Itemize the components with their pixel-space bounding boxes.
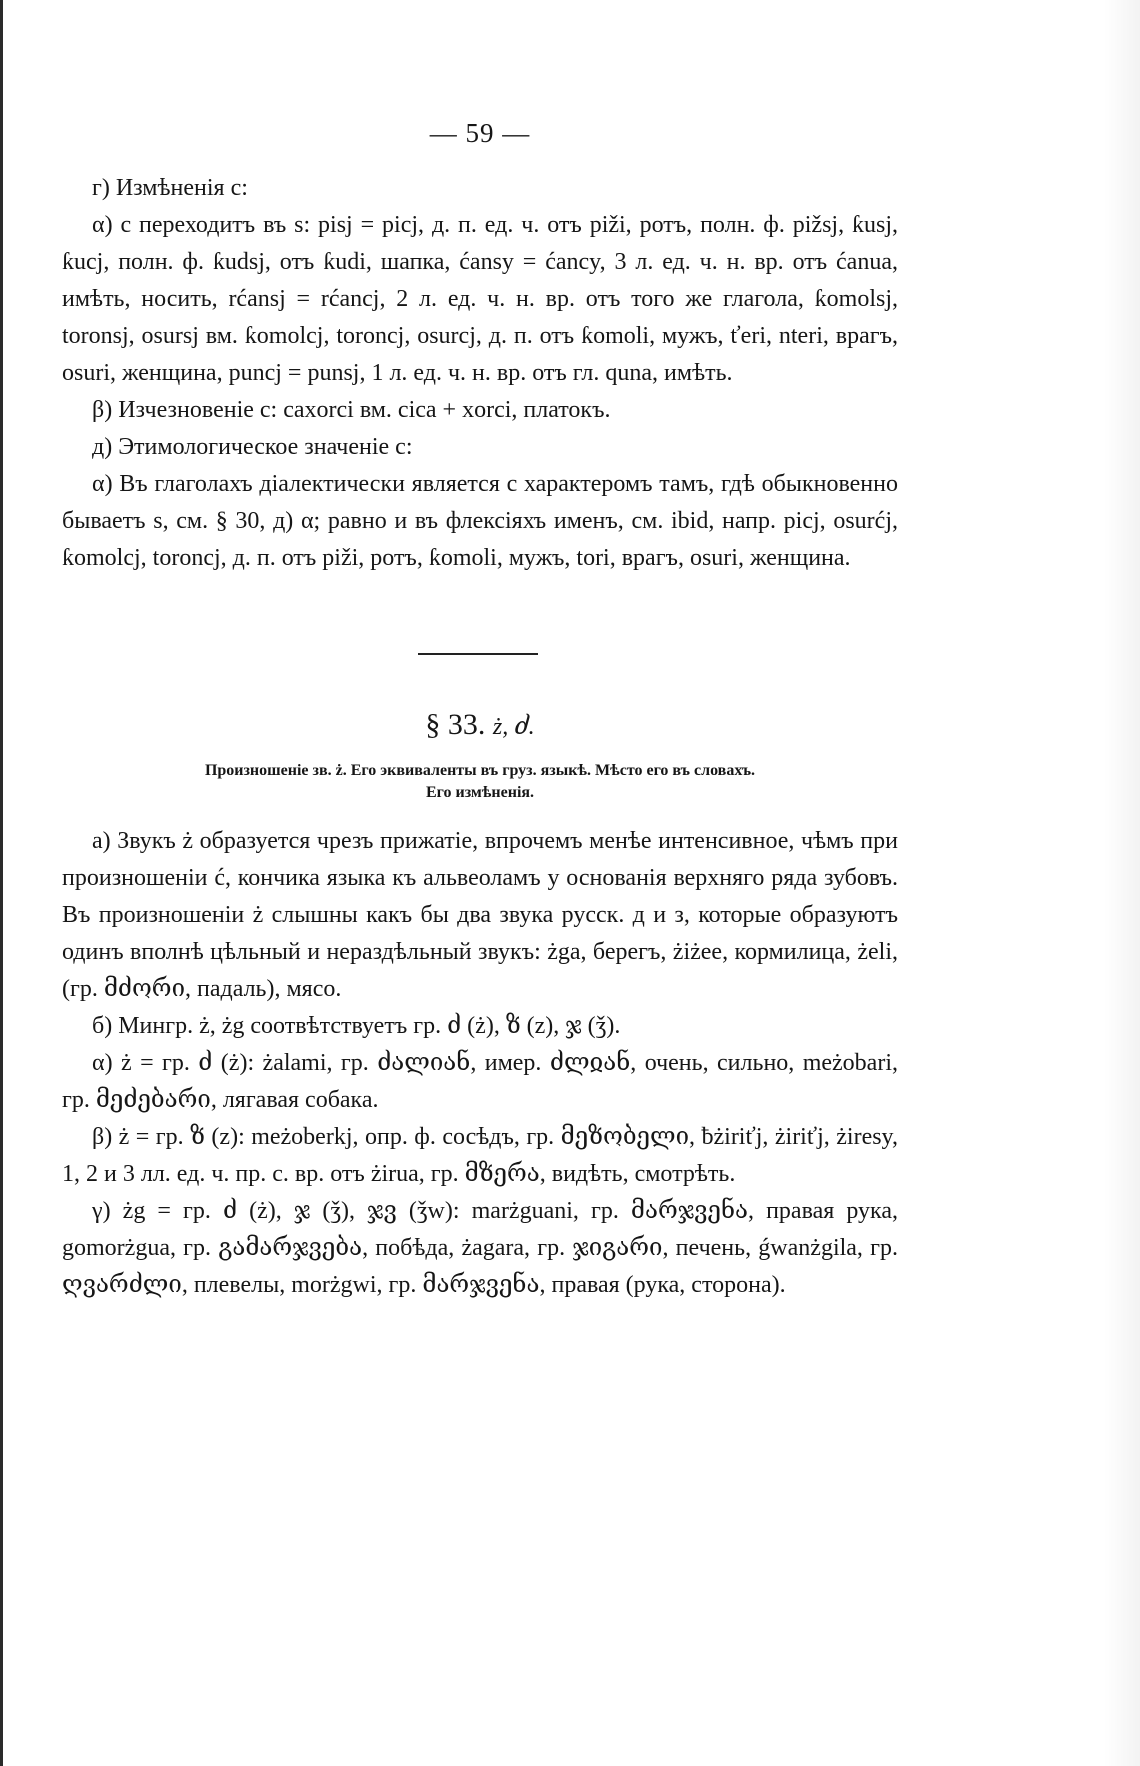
- book-page: [62, 0, 898, 1766]
- paragraph-gamma-zg: γ) żg = гр. ძ (ż), ჯ (ǯ), ჯვ (ǯw): marżguani, гр. მარჯვენა, правая рука, gomorżgua, гр. გამარჯვება, побѣда, żagara, гр. ჯიგარი, печень, ǵwanżgila, гр. ღვარძლი, плевелы, morżgwi, гр. მარჯვენა, правая (рука, сторона).: [62, 1198, 898, 1298]
- paragraph-alpha-transition: α) c переходитъ въ s: pisj = picj, д. п. ед. ч. отъ piži, ротъ, полн. ф. pižsj, ƙusj, ƙucj, полн. ф. ƙudsj, отъ ƙudi, шапка, ćansy = ćancy, 3 л. ед. ч. н. вр. отъ ćanua, имѣть, носить, rćansj = rćancj, 2 л. ед. ч. н. вр. отъ того же глагола, ƙomolsj, toronsj, osursj вм. ƙomolcj, toroncj, osurcj, д. п. отъ ƙomoli, мужъ, ťeri, nteri, врагъ, osuri, женщина, puncj = punsj, 1 л. ед. ч. н. вр. отъ гл. qunа, имѣть.: [62, 212, 898, 386]
- paragraph-alpha-verbs: α) Въ глаголахъ діалектически является c характеромъ тамъ, гдѣ обыкновенно бываетъ s, см. § 30, д) α; равно и въ флексіяхъ именъ, см. ibid, напр. picj, osurćj, ƙomolcj, toroncj, д. п. отъ piži, ротъ, ƙomoli, мужъ, tori, врагъ, osuri, женщина.: [62, 471, 898, 571]
- section-number: § 33.: [425, 708, 486, 741]
- paragraph-a-sound: а) Звукъ ż образуется чрезъ прижатіе, впрочемъ менѣе интенсивное, чѣмъ при произношеніи ć, кончика языка къ альвеоламъ у основанія верхняго ряда зубовъ. Въ произношеніи ż слышны какъ бы два звука русск. д и з, которые образуютъ одинъ вполнѣ цѣльный и нераздѣльный звукъ: żga, берегъ, żiżee, кормилица, żeli, (гр. მძორი, падаль), мясо.: [62, 828, 898, 1002]
- page-number: — 59 —: [429, 118, 531, 148]
- paragraph-b-mingrelian: б) Мингр. ż, żg соотвѣтствуетъ гр. ძ (ż), ზ (z), ჯ (ǯ).: [92, 1013, 621, 1039]
- section-heading: [62, 708, 898, 742]
- paragraph-block-1: [62, 170, 898, 577]
- section-summary-line-2: Его измѣненія.: [425, 784, 535, 801]
- section-summary: [62, 760, 898, 804]
- section-divider: [418, 653, 538, 655]
- paragraph-beta-disappearance: β) Изчезновеніе c: caxorci вм. cica + xorci, платокъ.: [92, 397, 611, 423]
- heading-g-changes: г) Измѣненія c:: [92, 175, 248, 201]
- paragraph-alpha-dz: α) ż = гр. ძ (ż): żalami, гр. ძალიან, имер. ძლჲან, очень, сильно, meżobari, гр. მეძებარი, лягавая собака.: [62, 1050, 898, 1113]
- heading-d-etymology: д) Этимологическое значеніе c:: [92, 434, 413, 460]
- scan-right-shadow: [1104, 0, 1140, 1766]
- section-summary-line-1: Произношеніе зв. ż. Его эквиваленты въ груз. языкѣ. Мѣсто его въ словахъ.: [204, 762, 756, 779]
- scan-left-edge: [0, 0, 3, 1766]
- paragraph-beta-z: β) ż = гр. ზ (z): meżoberkj, опр. ф. сосѣдъ, гр. მეზობელი, ƀżiriťj, żiriťj, żiresy, 1, 2 и 3 лл. ед. ч. пр. с. вр. отъ żirua, гр. მზერა, видѣть, смотрѣть.: [62, 1124, 898, 1187]
- section-letters: ż, ძ.: [492, 714, 535, 740]
- paragraph-block-2: [62, 823, 898, 1304]
